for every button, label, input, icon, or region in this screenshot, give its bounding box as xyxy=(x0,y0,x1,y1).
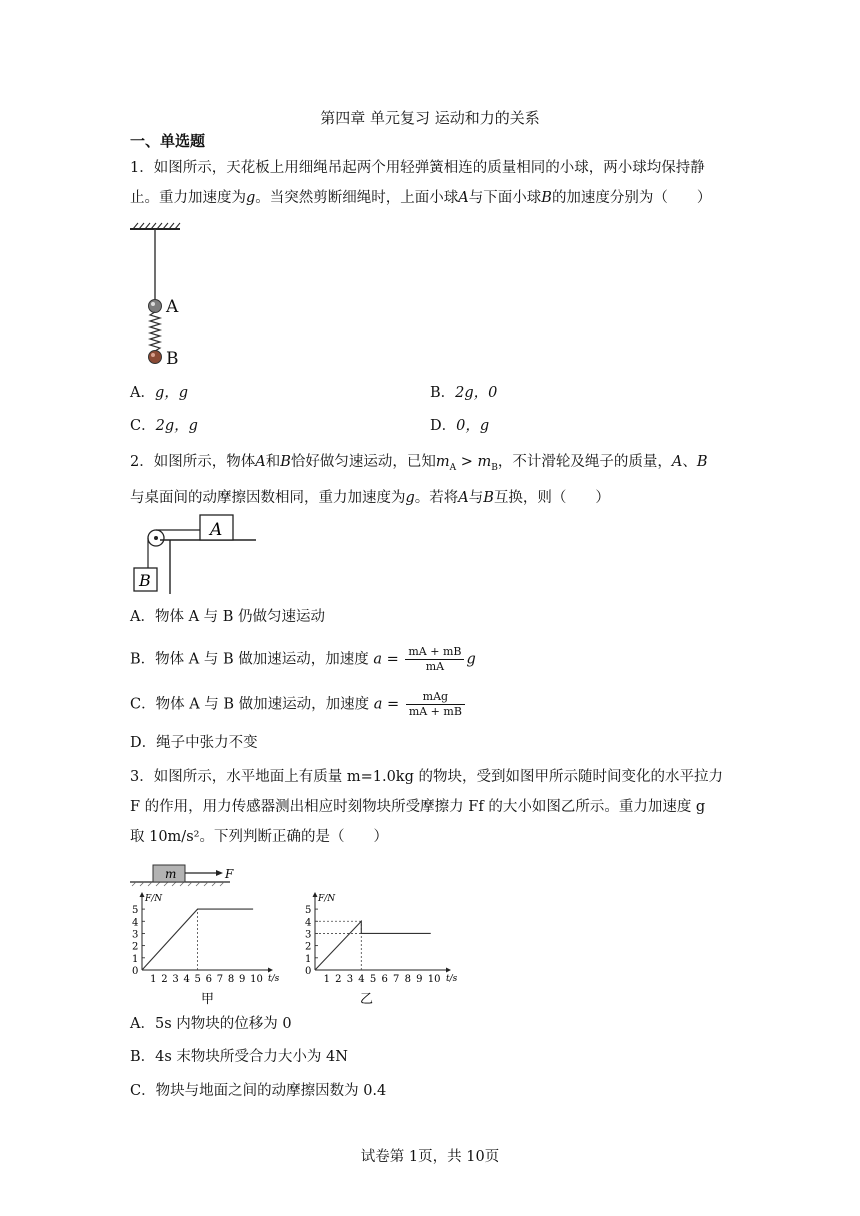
q1-option-c[interactable]: C．2g，g xyxy=(130,418,198,434)
x-axis-label: t/s xyxy=(268,974,280,984)
x-tick-label: 5 xyxy=(369,974,377,985)
x-tick-label: 2 xyxy=(161,974,168,985)
y-axis-arrow xyxy=(313,892,318,897)
x-tick-label: 6 xyxy=(205,974,213,985)
y-tick-label: 1 xyxy=(132,953,139,965)
x-tick-label: 3 xyxy=(346,974,354,985)
q3-block-figure xyxy=(128,860,238,888)
y-tick-label: 4 xyxy=(305,917,312,929)
series-line-Ff xyxy=(315,921,431,970)
x-axis-arrow xyxy=(446,968,451,973)
chart-jia-caption: 甲 xyxy=(201,992,215,1007)
q2-label-b: B xyxy=(139,571,151,590)
x-tick-label: 6 xyxy=(381,974,388,985)
q1-option-a[interactable]: A．g，g xyxy=(130,385,189,401)
chart-yi-caption: 乙 xyxy=(360,992,374,1007)
x-tick-label: 7 xyxy=(216,974,224,985)
x-tick-label: 10 xyxy=(427,974,441,985)
y-axis-arrow xyxy=(140,892,145,897)
x-tick-label: 4 xyxy=(358,974,365,985)
page-title: 第四章 单元复习 运动和力的关系 xyxy=(320,109,540,127)
q2-option-a[interactable]: A．物体 A 与 B 仍做匀速运动 xyxy=(130,609,326,625)
q2-option-c[interactable]: C．物体 A 与 B 做加速运动，加速度 a = $\frac{\text{mAg}}{mA + mB}$ xyxy=(130,690,467,719)
q1-option-b[interactable]: B．2g，0 xyxy=(430,385,498,401)
x-tick-label: 10 xyxy=(250,974,263,985)
q1-option-d[interactable]: D．0，g xyxy=(430,418,490,434)
q3-block-label: m xyxy=(165,867,177,881)
q1-label-b: B xyxy=(166,349,179,369)
y-tick-label: 2 xyxy=(305,941,312,953)
x-tick-label: 4 xyxy=(183,974,190,985)
y-tick-label: 3 xyxy=(132,929,139,941)
x-tick-label: 3 xyxy=(172,974,179,985)
q1-label-a: A xyxy=(166,297,179,317)
x-tick-label: 7 xyxy=(393,974,400,985)
origin-label: 0 xyxy=(132,966,139,977)
y-tick-label: 5 xyxy=(132,905,139,917)
q2-label-a: A xyxy=(210,520,223,540)
q2-option-d[interactable]: D．绳子中张力不变 xyxy=(130,735,258,751)
y-tick-label: 2 xyxy=(132,941,139,953)
x-tick-label: 8 xyxy=(227,974,235,985)
section-heading: 一、单选题 xyxy=(130,132,206,150)
y-tick-label: 5 xyxy=(305,905,312,917)
y-tick-label: 1 xyxy=(305,953,312,965)
q2-pulley-figure xyxy=(128,510,263,595)
q3-option-a[interactable]: A．5s 内物块的位移为 0 xyxy=(130,1016,292,1032)
y-axis-label: F/N xyxy=(318,894,336,904)
x-axis-label: t/s xyxy=(446,974,458,984)
q1-spring-figure xyxy=(125,222,195,367)
chart-yi xyxy=(295,893,470,1008)
x-axis-arrow xyxy=(268,968,273,973)
q2-stem: 2．如图所示，物体A和B恰好做匀速运动，已知$m_A > m_B$，不计滑轮及绳子的质量，A、B 与桌面间的动摩擦因数相同，重力加速度为g。若将A与B互换，则（ ） xyxy=(130,454,708,506)
page-footer: 试卷第 1页，共 10页 xyxy=(360,1149,500,1165)
x-tick-label: 1 xyxy=(150,974,157,985)
x-tick-label: 9 xyxy=(416,974,423,985)
chart-jia xyxy=(125,893,280,1008)
x-tick-label: 8 xyxy=(404,974,411,985)
q2-option-b[interactable]: B．物体 A 与 B 做加速运动，加速度 a = $\frac{mA + mB}{mA}$ g xyxy=(130,645,476,673)
q3-stem: 3．如图所示，水平地面上有质量 m=1.0kg 的物块，受到如图甲所示随时间变化的水平拉力 F 的作用，用力传感器测出相应时刻物块所受摩擦力 Ff 的大小如图乙所示。重力加速度 g 取 10m/s²。下列判断正确的是（ ） xyxy=(130,769,723,845)
q3-option-b[interactable]: B．4s 末物块所受合力大小为 4N xyxy=(130,1049,348,1065)
q1-stem: 1．如图所示，天花板上用细绳吊起两个用轻弹簧相连的质量相同的小球，两小球均保持静 止。重力加速度为g。当突然剪断细绳时，上面小球A与下面小球B的加速度分别为（ ） xyxy=(130,160,712,206)
origin-label: 0 xyxy=(305,966,312,977)
y-tick-label: 3 xyxy=(305,929,312,941)
y-tick-label: 4 xyxy=(132,917,139,929)
x-tick-label: 1 xyxy=(323,974,330,985)
q3-force-label: F xyxy=(225,867,234,881)
y-axis-label: F/N xyxy=(145,894,163,904)
q3-option-c[interactable]: C．物块与地面之间的动摩擦因数为 0.4 xyxy=(130,1083,387,1099)
x-tick-label: 5 xyxy=(194,974,201,985)
x-tick-label: 2 xyxy=(335,974,342,985)
x-tick-label: 9 xyxy=(239,974,246,985)
